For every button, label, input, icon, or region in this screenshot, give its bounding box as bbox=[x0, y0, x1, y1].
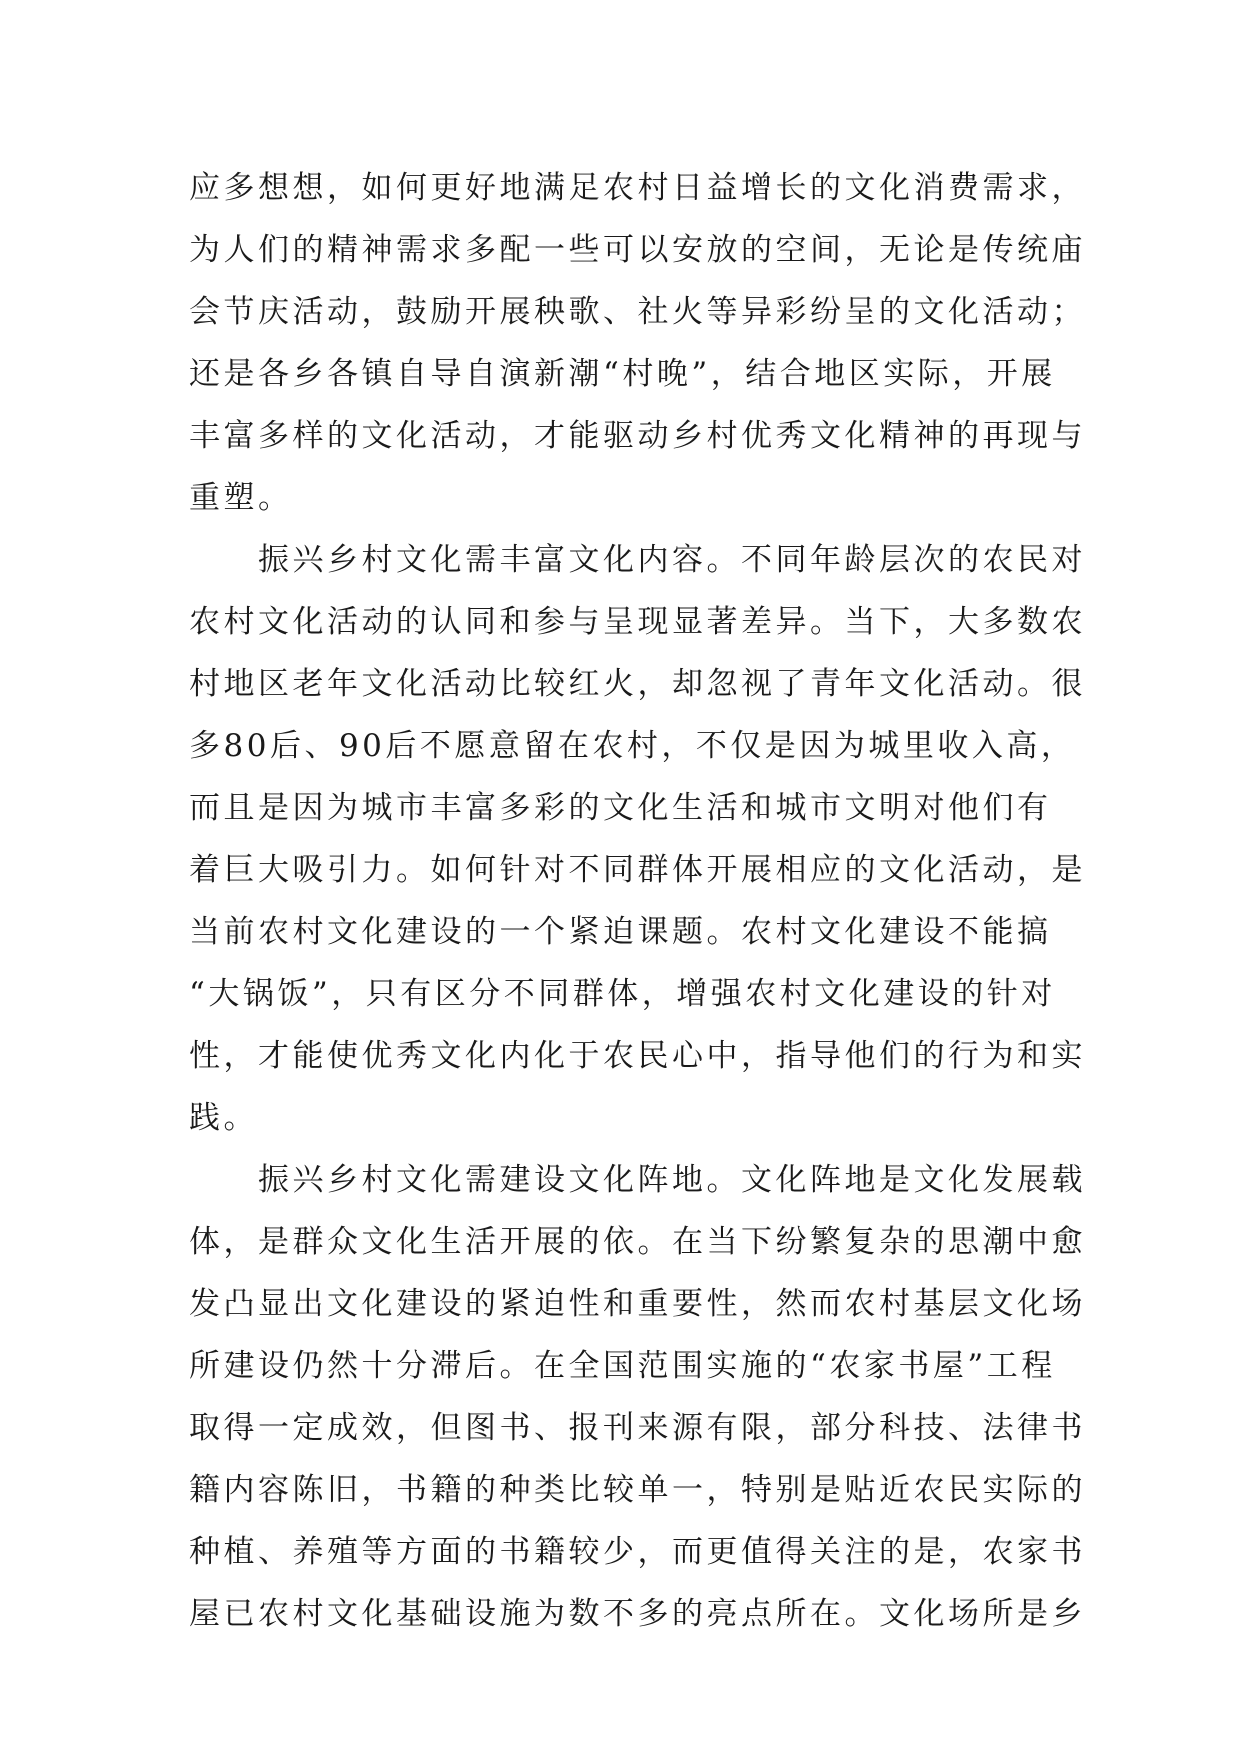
text-line: 屋已农村文化基础设施为数不多的亮点所在。文化场所是乡 bbox=[189, 1596, 1086, 1632]
text-line: 性，才能使优秀文化内化于农民心中，指导他们的行为和实 bbox=[189, 1038, 1086, 1074]
text-line: 体，是群众文化生活开展的依。在当下纷繁复杂的思潮中愈 bbox=[189, 1224, 1086, 1260]
paragraph-3 bbox=[189, 1149, 1086, 1645]
text-line: 应多想想，如何更好地满足农村日益增长的文化消费需求， bbox=[189, 170, 1086, 206]
text-line: 农村文化活动的认同和参与呈现显著差异。当下，大多数农 bbox=[189, 604, 1086, 640]
paragraph-2 bbox=[189, 529, 1086, 1149]
text-line: 取得一定成效，但图书、报刊来源有限，部分科技、法律书 bbox=[189, 1410, 1086, 1446]
text-line: 籍内容陈旧，书籍的种类比较单一，特别是贴近农民实际的 bbox=[189, 1472, 1086, 1508]
body-text bbox=[189, 157, 1086, 1645]
text-line: 种植、养殖等方面的书籍较少，而更值得关注的是，农家书 bbox=[189, 1534, 1086, 1570]
text-line: 振兴乡村文化需丰富文化内容。不同年龄层次的农民对 bbox=[189, 542, 1086, 578]
text-line: 发凸显出文化建设的紧迫性和重要性，然而农村基层文化场 bbox=[189, 1286, 1086, 1322]
text-line: 为人们的精神需求多配一些可以安放的空间，无论是传统庙 bbox=[189, 232, 1086, 268]
text-line: 会节庆活动，鼓励开展秧歌、社火等异彩纷呈的文化活动； bbox=[189, 294, 1086, 330]
text-line: 重塑。 bbox=[189, 480, 293, 516]
text-line: 丰富多样的文化活动，才能驱动乡村优秀文化精神的再现与 bbox=[189, 418, 1086, 454]
text-line: 还是各乡各镇自导自演新潮“村晚”，结合地区实际，开展 bbox=[189, 356, 1056, 392]
text-line: 村地区老年文化活动比较红火，却忽视了青年文化活动。很 bbox=[189, 666, 1086, 702]
text-line: 而且是因为城市丰富多彩的文化生活和城市文明对他们有 bbox=[189, 790, 1052, 826]
text-line: 多80后、90后不愿意留在农村，不仅是因为城里收入高， bbox=[189, 728, 1076, 764]
text-line: 振兴乡村文化需建设文化阵地。文化阵地是文化发展载 bbox=[189, 1162, 1086, 1198]
text-line: 所建设仍然十分滞后。在全国范围实施的“农家书屋”工程 bbox=[189, 1348, 1056, 1384]
text-line: 当前农村文化建设的一个紧迫课题。农村文化建设不能搞 bbox=[189, 914, 1052, 950]
text-line: 着巨大吸引力。如何针对不同群体开展相应的文化活动，是 bbox=[189, 852, 1086, 888]
paragraph-1 bbox=[189, 157, 1086, 529]
text-line: “大锅饭”，只有区分不同群体，增强农村文化建设的针对 bbox=[189, 976, 1056, 1012]
text-line: 践。 bbox=[189, 1100, 258, 1136]
